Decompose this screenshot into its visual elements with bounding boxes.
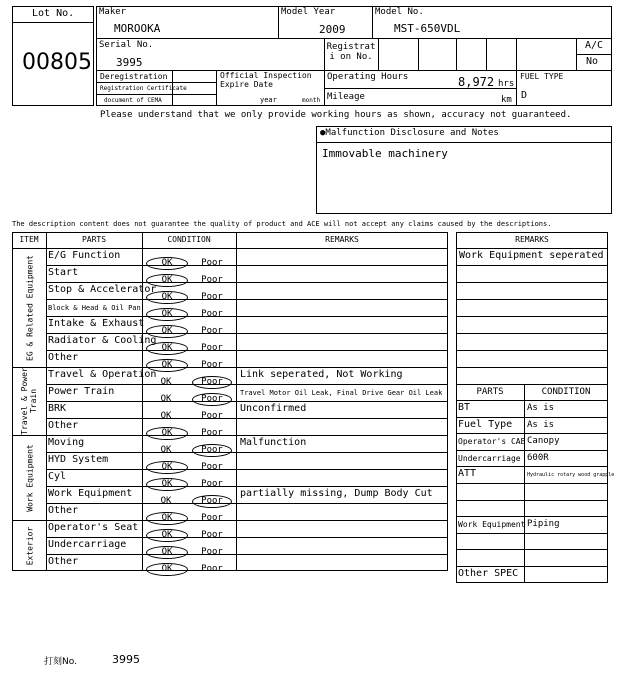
fuel-type-label: FUEL TYPE: [520, 72, 564, 81]
poor-mark: Poor: [201, 360, 223, 370]
model-no-value: MST-650VDL: [394, 22, 461, 35]
ok-mark: OK: [146, 342, 188, 355]
poor-mark: Poor: [201, 258, 223, 268]
part-name: Moving: [48, 437, 85, 448]
spec-part: BT: [458, 402, 471, 413]
ok-mark: OK: [146, 461, 188, 474]
mileage-label: Mileage: [327, 92, 365, 102]
model-no-label: Model No.: [375, 7, 424, 17]
part-name: Stop & Accelerator: [48, 284, 157, 295]
ok-mark: OK: [146, 478, 188, 491]
part-name: Cyl: [48, 471, 67, 482]
remark-text: Travel Motor Oil Leak, Final Drive Gear Oil Leak: [240, 389, 443, 397]
lot-no-label: Lot No.: [32, 8, 75, 19]
ok-mark: OK: [146, 274, 188, 287]
registration-no-label: Registrati on No.: [326, 42, 376, 62]
spec-part: Operator's CAB: [458, 437, 526, 447]
poor-mark: Poor: [201, 513, 223, 523]
maker-label: Maker: [99, 7, 127, 17]
ok-mark: OK: [160, 445, 172, 455]
hrs-unit: hrs: [498, 79, 515, 89]
spec-part: ATT: [458, 468, 477, 480]
poor-mark: Poor: [201, 530, 223, 540]
insp-col-parts: PARTS: [81, 235, 107, 244]
insp-col-remarks: REMARKS: [325, 235, 359, 244]
part-name: E/G Function: [48, 250, 121, 261]
ok-mark: OK: [146, 512, 188, 525]
ok-mark: OK: [146, 308, 188, 321]
poor-mark: Poor: [201, 309, 223, 319]
right-parts-col-condition: CONDITION: [541, 387, 591, 397]
header-block: [12, 6, 612, 106]
part-name: Intake & Exhaust: [48, 318, 145, 329]
part-name: Other: [48, 420, 79, 431]
model-year-label: Model Year: [281, 7, 336, 17]
remark-text: Malfunction: [240, 437, 307, 448]
part-name: Work Equipment: [48, 488, 133, 499]
deregistration-label: Deregistration: [100, 72, 168, 81]
poor-mark: Poor: [192, 393, 232, 406]
ok-mark: OK: [160, 496, 172, 506]
part-name: Travel & Operation: [48, 369, 157, 380]
cema-label: document of CEMA: [104, 97, 162, 104]
ok-mark: OK: [160, 377, 172, 387]
spec-condition: As is: [527, 403, 555, 413]
official-inspection-label: Official Inspection Expire Date: [220, 71, 312, 89]
remark-text: Unconfirmed: [240, 403, 307, 414]
poor-mark: Poor: [201, 428, 223, 438]
poor-mark: Poor: [201, 547, 223, 557]
item-group-label: Travel & Power Train: [20, 367, 38, 435]
remark-text: partially missing, Dump Body Cut: [240, 488, 433, 499]
ac-value: No: [586, 56, 599, 67]
item-group-label: EG & Related Equipment: [24, 254, 34, 361]
part-name: Other: [48, 556, 79, 567]
spec-part: Fuel Type: [458, 418, 513, 430]
part-name: Radiator & Cooling: [48, 335, 157, 346]
part-name: Operator's Seat: [48, 522, 139, 533]
km-unit: km: [501, 95, 512, 105]
registration-certificate-label: Registration Certificate: [100, 85, 187, 92]
maker-value: MOROOKA: [114, 22, 161, 35]
spec-part: Work Equipment: [458, 520, 526, 530]
condition-poor: [192, 556, 232, 575]
spec-condition: Piping: [527, 519, 560, 530]
serial-no-label: Serial No.: [99, 40, 154, 50]
ok-mark: OK: [160, 411, 172, 421]
condition-ok: [146, 556, 188, 576]
ok-mark: OK: [160, 394, 172, 404]
item-group-label: Exterior: [24, 526, 34, 565]
poor-mark: Poor: [201, 343, 223, 353]
spec-condition: Hydraulic rotary wood grapple: [527, 472, 615, 479]
operating-hours-label: Operating Hours: [327, 72, 409, 82]
remark-text: Link seperated, Not Working: [240, 369, 403, 380]
part-name: Other: [48, 352, 79, 363]
year-label: year: [260, 96, 277, 104]
poor-mark: Poor: [192, 376, 232, 389]
working-hours-note: Please understand that we only provide working hours as shown, accuracy not guaranteed.: [100, 110, 572, 120]
part-name: Block & Head & Oil Pan: [48, 304, 141, 312]
insp-col-condition: CONDITION: [167, 235, 211, 244]
right-remark-row: Work Equipment seperated: [459, 250, 604, 261]
part-name: Undercarriage: [48, 539, 127, 550]
part-name: HYD System: [48, 454, 109, 465]
spec-condition: As is: [527, 419, 555, 430]
poor-mark: Poor: [192, 495, 232, 508]
ok-mark: OK: [146, 359, 188, 372]
part-name: Start: [48, 267, 79, 278]
poor-mark: Poor: [201, 462, 223, 472]
ok-mark: OK: [146, 546, 188, 559]
serial-no-value: 3995: [116, 56, 143, 69]
ac-label: A/C: [585, 40, 604, 51]
month-label: month: [302, 97, 321, 104]
poor-mark: Poor: [201, 564, 223, 574]
footer-label: 打刻No.: [44, 657, 77, 667]
poor-mark: Poor: [201, 411, 223, 421]
lot-no-value: 00805: [22, 50, 92, 75]
part-name: Other: [48, 505, 79, 516]
poor-mark: Poor: [201, 292, 223, 302]
operating-hours-value: 8,972: [458, 75, 495, 89]
ok-mark: OK: [146, 257, 188, 270]
ok-mark: OK: [146, 529, 188, 542]
footer-value: 3995: [112, 653, 140, 666]
malfunction-title: ●Malfunction Disclosure and Notes: [320, 128, 499, 138]
ok-mark: OK: [146, 291, 188, 304]
part-name: Power Train: [48, 386, 115, 397]
fuel-type-value: D: [521, 90, 528, 101]
poor-mark: Poor: [192, 444, 232, 457]
spec-part: Other SPEC: [458, 568, 519, 579]
disclaimer: The description content does not guarantee the quality of product and ACE will not accept any claims caused by the descriptions.: [12, 220, 552, 228]
spec-part: Undercarriage: [458, 453, 521, 463]
poor-mark: Poor: [201, 275, 223, 285]
right-parts-col-parts: PARTS: [476, 387, 504, 397]
poor-mark: Poor: [201, 479, 223, 489]
spec-condition: Canopy: [527, 436, 560, 447]
ok-mark: OK: [146, 563, 188, 576]
right-remarks-header: REMARKS: [515, 235, 549, 244]
poor-mark: Poor: [201, 326, 223, 336]
malfunction-box: [316, 126, 612, 214]
inspection-table: [12, 232, 448, 572]
item-group-label: Work Equipment: [24, 443, 34, 512]
model-year-value: 2009: [319, 23, 346, 36]
ok-mark: OK: [146, 325, 188, 338]
insp-col-item: ITEM: [19, 235, 39, 244]
malfunction-text: Immovable machinery: [322, 147, 448, 160]
spec-condition: 600R: [527, 452, 549, 463]
ok-mark: OK: [146, 427, 188, 440]
part-name: BRK: [48, 403, 67, 414]
